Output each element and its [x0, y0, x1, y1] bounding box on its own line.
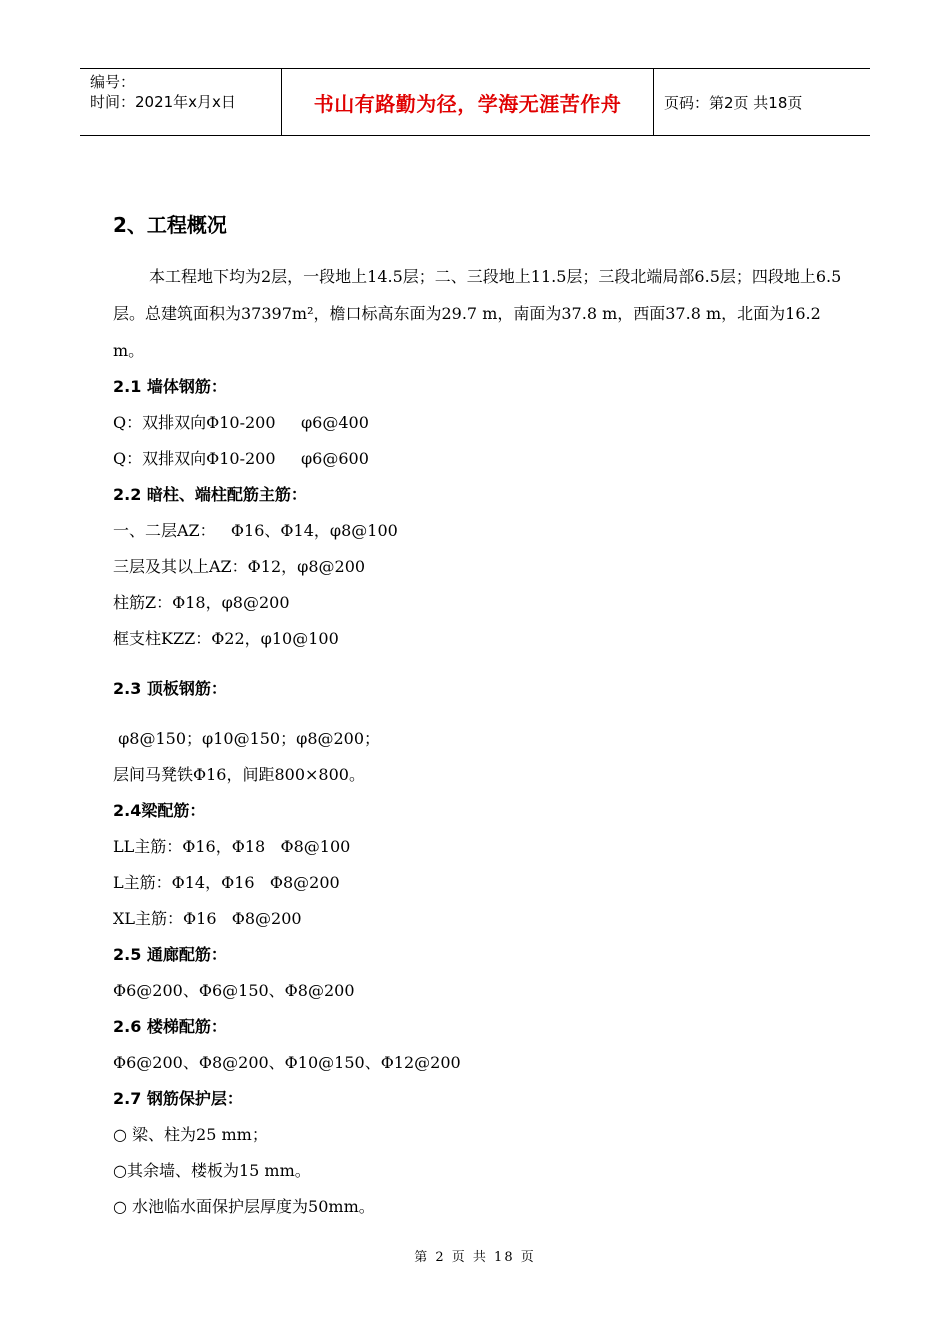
page-label: 页码：第2页 共18页: [664, 93, 803, 112]
text-line: Q：双排双向Φ10-200 φ6@400: [113, 413, 369, 432]
document-body: [113, 210, 843, 1225]
header-meta: [80, 69, 281, 135]
intro-paragraph: 本工程地下均为2层，一段地上14.5层；二、三段地上11.5层；三段北端局部6.5层；四段地上6.5层。总建筑面积为37397m²，檐口标高东面为29.7 m，南面为37.8 m，西面37.8 m，北面为16.2 m。: [113, 267, 842, 360]
text-line: 三层及其以上AZ：Φ12，φ8@200: [113, 557, 366, 576]
text-line: XL主筋：Φ16 Φ8@200: [113, 909, 302, 928]
subsection-title-2-1: 2.1 墙体钢筋：: [113, 377, 227, 396]
text-line: LL主筋：Φ16，Φ18 Φ8@100: [113, 837, 351, 856]
subsection-title-2-6: 2.6 楼梯配筋：: [113, 1017, 227, 1036]
number-label: 编号：: [90, 73, 136, 91]
subsection-title-2-2: 2.2 暗柱、端柱配筋主筋：: [113, 485, 307, 504]
subsection-title-2-4: 2.4梁配筋：: [113, 801, 206, 820]
subsection-title-2-5: 2.5 通廊配筋：: [113, 945, 227, 964]
text-line: Q：双排双向Φ10-200 φ6@600: [113, 449, 369, 468]
text-line: Φ6@200、Φ6@150、Φ8@200: [113, 981, 355, 1000]
text-line: 框支柱KZZ：Φ22，φ10@100: [113, 629, 339, 648]
page-header: [80, 68, 870, 136]
header-page-cell: [654, 69, 870, 135]
motto: 书山有路勤为径，学海无涯苦作舟: [313, 91, 622, 116]
section-title: 2、工程概况: [113, 213, 227, 237]
page-footer: 第 2 页 共 18 页: [414, 1250, 536, 1265]
time-label: 时间：2021年x月x日: [90, 93, 236, 111]
text-line: Φ6@200、Φ8@200、Φ10@150、Φ12@200: [113, 1053, 461, 1072]
subsection-title-2-7: 2.7 钢筋保护层：: [113, 1089, 243, 1108]
subsection-title-2-3: 2.3 顶板钢筋：: [113, 679, 227, 698]
text-line: ○ 梁、柱为25 mm；: [113, 1125, 268, 1144]
text-line: φ8@150；φ10@150；φ8@200；: [113, 729, 381, 748]
text-line: 一、二层AZ： Φ16、Φ14，φ8@100: [113, 521, 398, 540]
header-motto-cell: [281, 69, 654, 135]
text-line: ○其余墙、楼板为15 mm。: [113, 1161, 311, 1180]
text-line: 层间马凳铁Φ16，间距800×800。: [113, 765, 365, 784]
text-line: L主筋：Φ14，Φ16 Φ8@200: [113, 873, 340, 892]
text-line: ○ 水池临水面保护层厚度为50mm。: [113, 1197, 375, 1216]
text-line: 柱筋Z：Φ18，φ8@200: [113, 593, 290, 612]
